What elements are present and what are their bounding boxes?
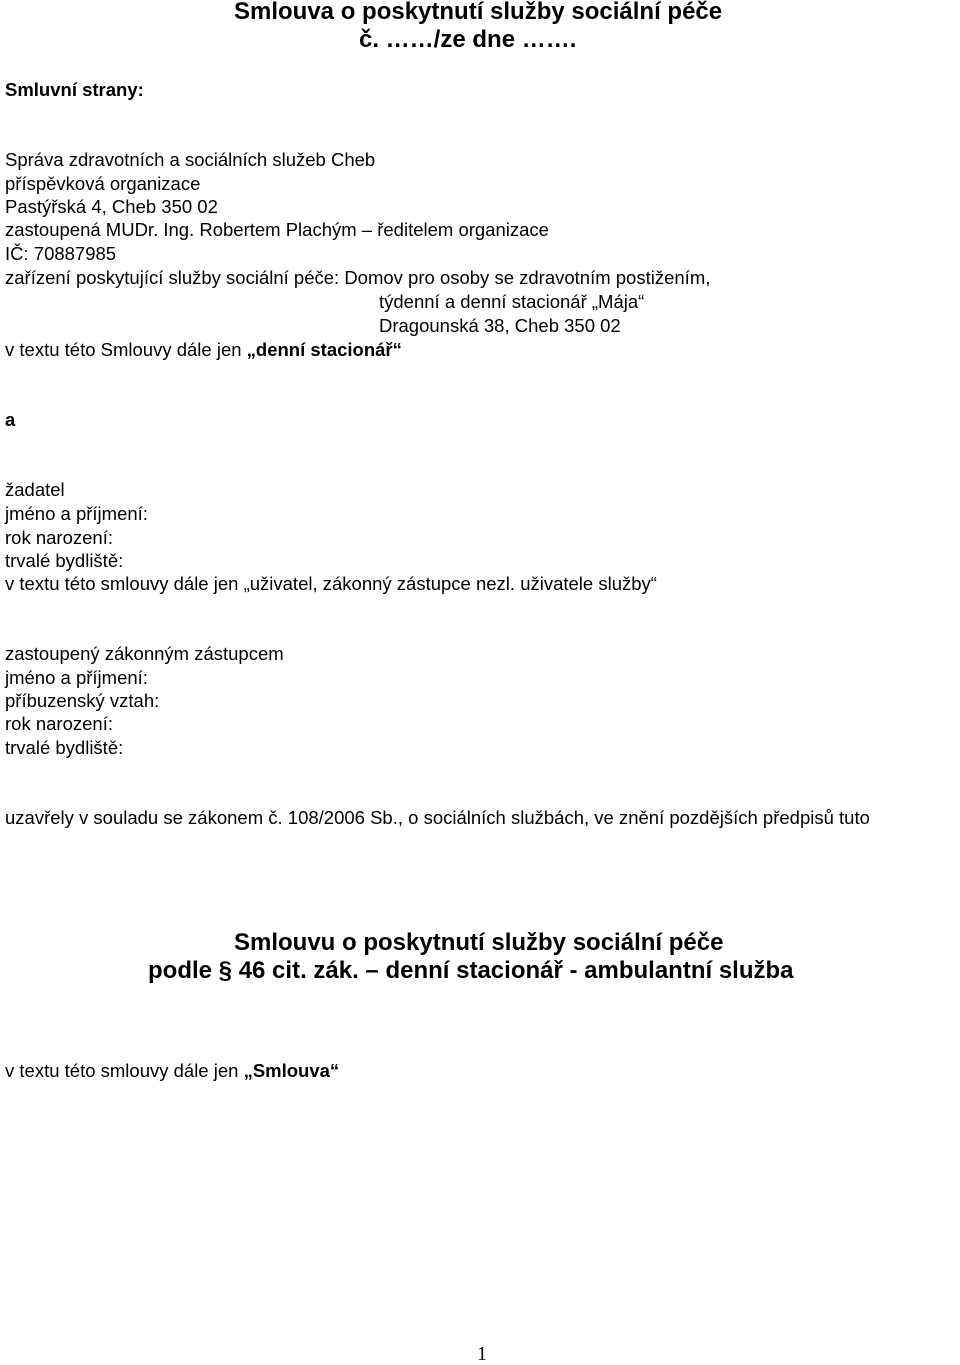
provider-address: Pastýřská 4, Cheb 350 02 [5,196,218,217]
facility-name: týdenní a denní stacionář „Mája“ [379,291,645,312]
applicant-name-label: jméno a příjmení: [5,503,148,524]
contract-title-prefix: podle [148,957,219,984]
agreement-sentence [5,807,870,829]
representative-name-label: jméno a příjmení: [5,667,148,688]
agreement-suffix: , o sociálních službách, ve znění pozdějších předpisů tuto [397,807,870,828]
provider-ico: IČ: 70887985 [5,243,117,264]
provider-type: příspěvková organizace [5,173,201,194]
provider-referred-name: „denní stacionář“ [246,339,402,360]
contract-title-line1: Smlouvu o poskytnutí služby sociální péče [234,929,724,956]
contract-title-section: § 46 [218,957,266,984]
applicant-birth-label: rok narození: [5,527,113,548]
applicant-heading: žadatel [5,479,65,500]
representative-relation-label: příbuzenský vztah: [5,690,160,711]
page-number: 1 [477,1343,487,1365]
facility-address: Dragounská 38, Cheb 350 02 [379,315,621,336]
facility-line: zařízení poskytující služby sociální péče: Domov pro osoby se zdravotním postižením, [5,267,711,288]
provider-name: Správa zdravotních a sociálních služeb Cheb [5,149,376,170]
contract-title-suffix: cit. zák. – denní stacionář - ambulantní služba [265,957,794,984]
representative-birth-label: rok narození: [5,713,113,734]
smlouva-referred-name: „Smlouva“ [243,1060,340,1081]
representative-heading: zastoupený zákonným zástupcem [5,643,284,664]
applicant-referred-prefix: v textu této smlouvy dále jen [5,573,244,594]
document-title-line1: Smlouva o poskytnutí služby sociální péče [234,0,723,25]
applicant-residence-label: trvalé bydliště: [5,550,124,571]
smlouva-referred-as [5,1060,339,1082]
document-title-line2: č. ……/ze dne ……. [359,26,577,53]
and-label: a [5,409,16,430]
contract-title-line2 [148,957,794,985]
provider-referred-as [5,339,402,361]
smlouva-referred-prefix: v textu této smlouvy dále jen [5,1060,244,1081]
agreement-prefix: uzavřely v souladu se zákonem č. 108/2006 Sb. [5,807,398,828]
provider-representative: zastoupená MUDr. Ing. Robertem Plachým – ředitelem organizace [5,219,549,240]
representative-residence-label: trvalé bydliště: [5,737,124,758]
applicant-referred-as [5,573,657,595]
provider-referred-prefix: v textu této Smlouvy dále jen [5,339,247,360]
applicant-referred-name: „uživatel, zákonný zástupce nezl. uživatele služby“ [243,573,657,594]
parties-heading: Smluvní strany: [5,79,144,100]
